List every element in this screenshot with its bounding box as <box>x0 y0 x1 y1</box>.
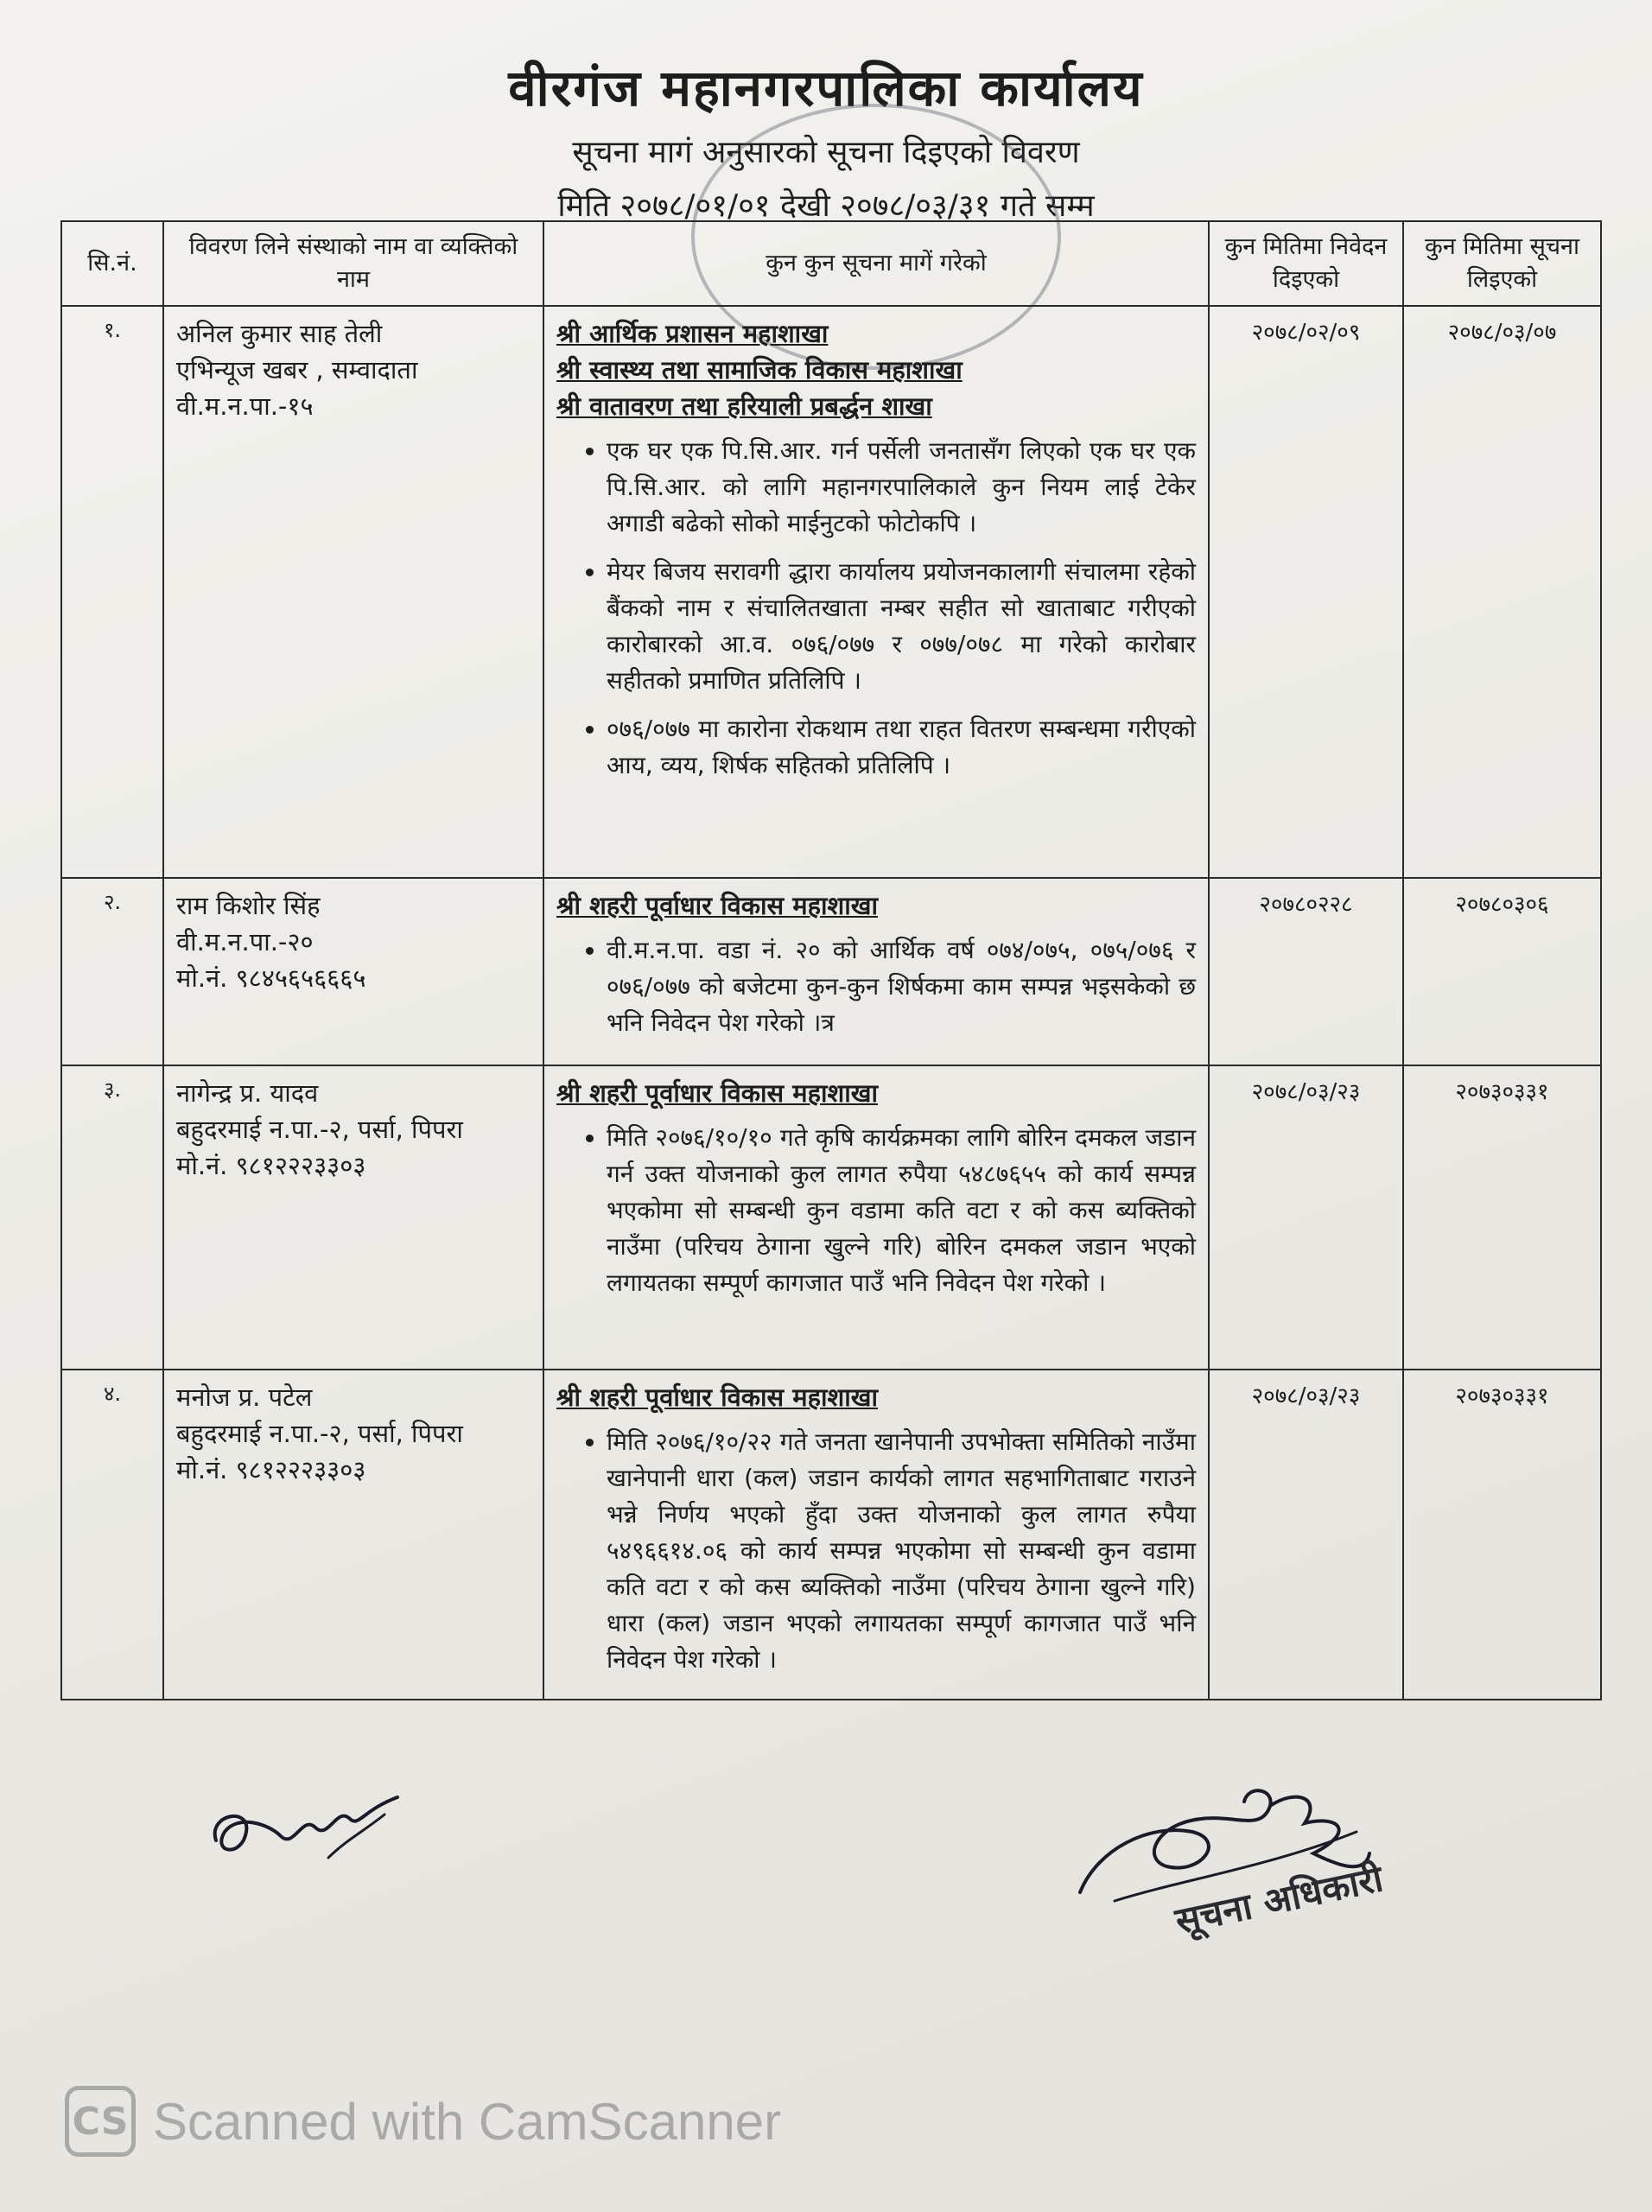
requester-phone: मो.नं. ९८१२२२३३०३ <box>176 1455 366 1484</box>
header-application-date: कुन मितिमा निवेदन दिइएको <box>1209 221 1403 306</box>
request-details-cell <box>543 1370 1209 1700</box>
application-date: २०७८/०३/२३ <box>1209 1370 1403 1700</box>
list-item: • एक घर एक पि.सि.आर. गर्न पर्सेली जनतासँग लिएको एक घर एक पि.सि.आर. को लागि महानगरपालिकाले कुन नियम लाई टेकेर अगाडी बढेको सोको माईनुटको फोटोकपि । <box>607 433 1196 542</box>
requester-name: राम किशोर सिंह <box>176 891 321 920</box>
document-subtitle: सूचना मागं अनुसारको सूचना दिइएको विवरण <box>572 135 1080 170</box>
request-details-cell <box>543 306 1209 878</box>
application-date: २०७८०२२८ <box>1209 878 1403 1065</box>
serial-number: २. <box>61 878 163 1065</box>
requester-phone: मो.नं. ९८१२२२३३०३ <box>176 1151 366 1180</box>
branch-name: श्री आर्थिक प्रशासन महाशाखा <box>556 319 829 348</box>
request-items-list <box>556 433 1196 784</box>
information-request-table <box>60 220 1602 1700</box>
branch-name: श्री वातावरण तथा हरियाली प्रबर्द्धन शाखा <box>556 391 932 421</box>
request-details-cell <box>543 1065 1209 1370</box>
serial-number: ४. <box>61 1370 163 1700</box>
list-item: • ०७६/०७७ मा कारोना रोकथाम तथा राहत वितरण सम्बन्धमा गरीएको आय, व्यय, शिर्षक सहितको प्रतिलिपि । <box>607 711 1196 784</box>
list-item: • मिति २०७६/१०/२२ गते जनता खानेपानी उपभोक्ता समितिको नाउँमा खानेपानी धारा (कल) जडान कार्यको लागत सहभागिताबाट गराउने भन्ने निर्णय भएको हुँदा उक्त योजनाको कुल लागत रुपैया ५४९६६१४.०६ को कार्य सम्पन्न भएकोमा सो सम्बन्धी कुन वडामा कति वटा र को कस ब्यक्तिको नाउँमा (परिचय ठेगाना खुल्ने गरि) धारा (कल) जडान भएको लगायतका सम्पूर्ण कागजात पाउँ भनि निवेदन पेश गरेको । <box>607 1424 1196 1678</box>
header-requester-name: विवरण लिने संस्थाको नाम वा व्यक्तिको नाम <box>163 221 543 306</box>
handwritten-signature-left <box>199 1780 406 1875</box>
header-serial-number: सि.नं. <box>61 221 163 306</box>
date-range: मिति २०७८/०१/०१ देखी २०७८/०३/३१ गते सम्म <box>557 188 1095 224</box>
branch-name: श्री शहरी पूर्वाधार विकास महाशाखा <box>556 891 878 920</box>
branch-name: श्री शहरी पूर्वाधार विकास महाशाखा <box>556 1382 878 1412</box>
requester-cell <box>163 1370 543 1700</box>
branch-name: श्री स्वास्थ्य तथा सामाजिक विकास महाशाखा <box>556 355 963 385</box>
table-row <box>61 306 1601 878</box>
requester-address: वी.म.न.पा.-२० <box>176 927 314 957</box>
requester-address: बहुदरमाई न.पा.-२, पर्सा, पिपरा <box>176 1115 463 1144</box>
table-row <box>61 1370 1601 1700</box>
header-requested-info: कुन कुन सूचना मागें गरेको <box>543 221 1209 306</box>
received-date: २०७३०३३१ <box>1403 1370 1601 1700</box>
scanner-watermark <box>65 2082 781 2160</box>
application-date: २०७८/०२/०९ <box>1209 306 1403 878</box>
list-item: • मिति २०७६/१०/१० गते कृषि कार्यक्रमका लागि बोरिन दमकल जडान गर्न उक्त योजनाको कुल लागत रुपैया ५४८७६५५ को कार्य सम्पन्न भएकोमा सो सम्बन्धी कुन वडामा कति वटा र को कस ब्यक्तिको नाउँमा (परिचय ठेगाना खुल्ने गरि) बोरिन दमकल जडान भएको लगायतका सम्पूर्ण कागजात पाउँ भनि निवेदन पेश गरेको । <box>607 1120 1196 1301</box>
received-date: २०७३०३३१ <box>1403 1065 1601 1370</box>
table-row <box>61 1065 1601 1370</box>
office-title: वीरगंज महानगरपालिका कार्यालय <box>508 59 1144 118</box>
serial-number: १. <box>61 306 163 878</box>
requester-cell <box>163 306 543 878</box>
requester-phone: मो.नं. ९८४५६५६६६५ <box>176 963 366 993</box>
requester-address: वी.म.न.पा.-१५ <box>176 391 314 421</box>
received-date: २०७८/०३/०७ <box>1403 306 1601 878</box>
received-date: २०७८०३०६ <box>1403 878 1601 1065</box>
request-items-list <box>556 932 1196 1041</box>
application-date: २०७८/०३/२३ <box>1209 1065 1403 1370</box>
watermark-text: Scanned with CamScanner <box>153 2092 782 2151</box>
request-details-cell <box>543 878 1209 1065</box>
serial-number: ३. <box>61 1065 163 1370</box>
branch-name: श्री शहरी पूर्वाधार विकास महाशाखा <box>556 1078 878 1108</box>
information-officer-label: सूचना अधिकारी <box>1172 1857 1387 1942</box>
requester-cell <box>163 1065 543 1370</box>
list-item: • मेयर बिजय सरावगी द्धारा कार्यालय प्रयोजनकालागी संचालमा रहेको बैंकको नाम र संचालितखाता नम्बर सहीत सो खाताबाट गरीएको कारोबारको आ.व. ०७६/०७७ र ०७७/०७८ मा गरेको कारोबार सहीतको प्रमाणित प्रतिलिपि । <box>607 554 1196 699</box>
requester-address: बहुदरमाई न.पा.-२, पर्सा, पिपरा <box>176 1419 463 1448</box>
header-received-date: कुन मितिमा सूचना लिइएको <box>1403 221 1601 306</box>
requester-name: नागेन्द्र प्र. यादव <box>176 1078 319 1108</box>
table-row <box>61 878 1601 1065</box>
camscanner-logo-icon: CS <box>65 2086 136 2157</box>
table-header-row <box>61 221 1601 306</box>
requester-cell <box>163 878 543 1065</box>
request-items-list <box>556 1424 1196 1678</box>
request-items-list <box>556 1120 1196 1301</box>
requester-affiliation: एभिन्यूज खबर , सम्वादाता <box>176 355 418 385</box>
list-item: • वी.म.न.पा. वडा नं. २० को आर्थिक वर्ष ०७४/०७५, ०७५/०७६ र ०७६/०७७ को बजेटमा कुन-कुन शिर्षकमा काम सम्पन्न भइसकेको छ भनि निवेदन पेश गरेको ।त्र <box>607 932 1196 1041</box>
requester-name: मनोज प्र. पटेल <box>176 1382 313 1412</box>
requester-name: अनिल कुमार साह तेली <box>176 319 383 348</box>
